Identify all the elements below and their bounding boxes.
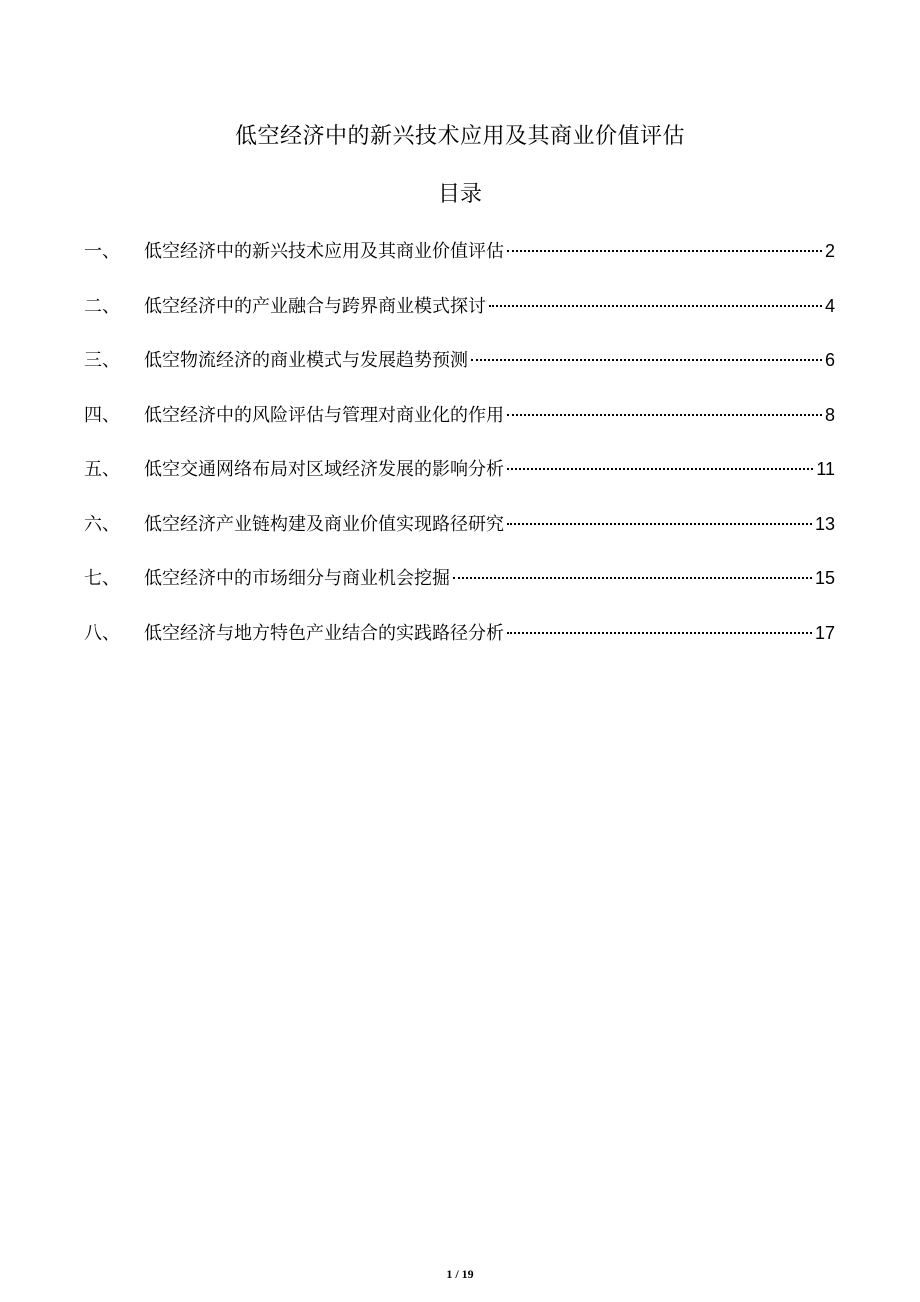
toc-entry-number: 八、 [84, 622, 120, 644]
toc-entry[interactable] [84, 563, 835, 618]
toc-entry-title: 低空经济中的产业融合与跨界商业模式探讨 [144, 295, 486, 317]
toc-dot-leader [507, 523, 812, 525]
toc-entry-page: 6 [824, 350, 835, 370]
toc-entry[interactable] [84, 236, 835, 291]
toc-entry-page: 4 [824, 295, 835, 316]
toc-entry[interactable] [84, 618, 835, 673]
toc-heading: 目录 [437, 182, 482, 207]
toc-entry-page: 17 [814, 622, 835, 643]
toc-entry-page: 15 [814, 568, 835, 588]
toc-entry[interactable] [84, 345, 835, 400]
toc-entry-title: 低空交通网络布局对区域经济发展的影响分析 [144, 459, 504, 480]
toc-dot-leader [507, 414, 822, 416]
toc-entry-number: 六、 [84, 513, 120, 535]
toc-dot-leader [507, 468, 813, 470]
toc-entry[interactable] [84, 454, 835, 509]
toc-dot-leader [507, 632, 812, 634]
toc-entry[interactable] [84, 509, 835, 564]
toc-dot-leader [453, 577, 812, 579]
toc-entry-page: 13 [814, 513, 835, 534]
toc-entry-page: 11 [816, 459, 835, 479]
toc-entry-page: 8 [824, 404, 835, 425]
table-of-contents [84, 236, 835, 672]
toc-entry-title: 低空物流经济的商业模式与发展趋势预测 [144, 350, 468, 371]
toc-dot-leader [507, 250, 822, 252]
toc-entry[interactable] [84, 400, 835, 455]
toc-entry-number: 五、 [84, 459, 120, 480]
page-number-footer: 1 / 19 [446, 1267, 474, 1281]
toc-entry-title: 低空经济与地方特色产业结合的实践路径分析 [144, 622, 504, 644]
toc-entry-number: 四、 [84, 404, 120, 426]
document-title: 低空经济中的新兴技术应用及其商业价值评估 [234, 124, 685, 149]
toc-entry-number: 一、 [84, 241, 120, 262]
toc-entry-title: 低空经济产业链构建及商业价值实现路径研究 [144, 513, 504, 535]
toc-dot-leader [489, 305, 822, 307]
toc-dot-leader [471, 359, 822, 361]
toc-entry-title: 低空经济中的风险评估与管理对商业化的作用 [144, 404, 504, 426]
toc-entry-title: 低空经济中的市场细分与商业机会挖掘 [144, 568, 450, 589]
toc-entry[interactable] [84, 291, 835, 346]
toc-entry-number: 三、 [84, 350, 120, 371]
toc-entry-number: 二、 [84, 295, 120, 317]
toc-entry-title: 低空经济中的新兴技术应用及其商业价值评估 [144, 241, 504, 262]
toc-entry-page: 2 [824, 241, 835, 261]
toc-entry-number: 七、 [84, 568, 120, 589]
